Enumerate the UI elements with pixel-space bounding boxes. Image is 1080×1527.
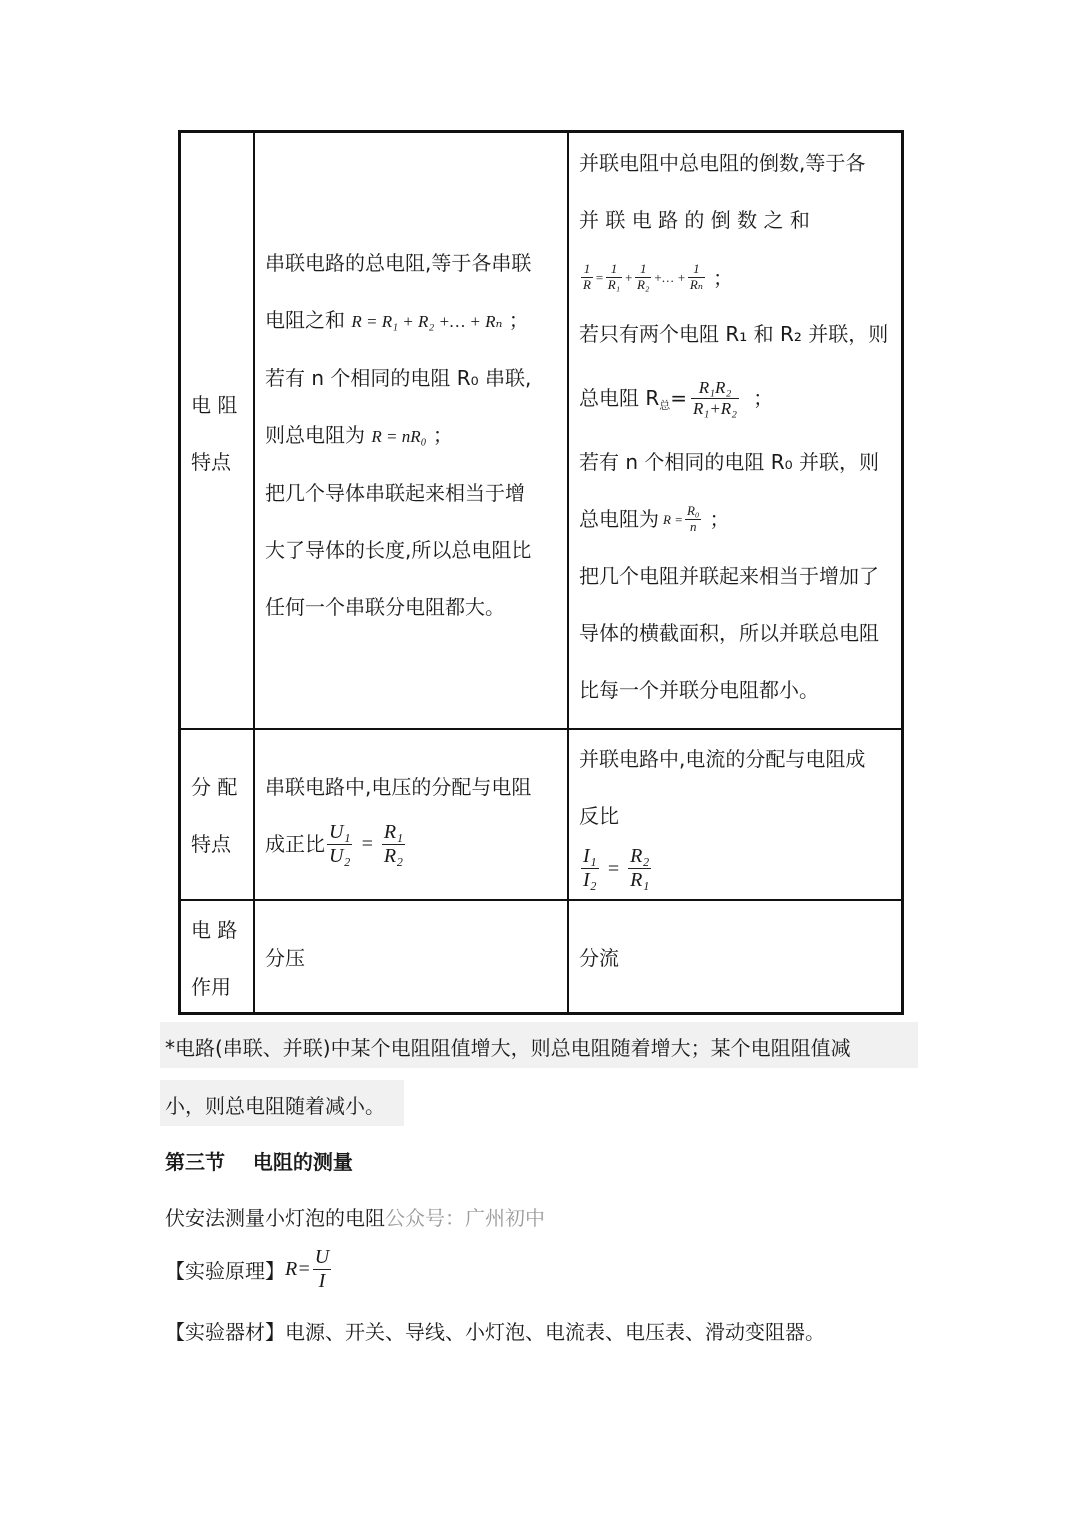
fraction: $\frac{\text{R₁}}{\text{R₂}}$ xyxy=(383,821,404,867)
text-segment: ； xyxy=(753,386,774,410)
text-segment: ； xyxy=(713,265,734,290)
fraction: $\frac{\text{R₂}}{\text{R₁}}$ xyxy=(630,845,650,891)
fraction: $\frac{\text{R₀}}{n}$ xyxy=(686,503,700,534)
text-line: 并 联 电 路 的 倒 数 之 和 xyxy=(579,208,810,232)
math-operator: = xyxy=(606,857,621,880)
fraction: $\frac{1}{\text{R₁}}$ xyxy=(607,261,621,292)
text-segment: ； xyxy=(432,423,453,447)
section-subtitle: 伏安法测量小灯泡的电阻 xyxy=(165,1206,385,1230)
text-segment: ； xyxy=(709,507,730,531)
fraction: $\frac{\text{I₁}}{\text{I₂}}$ xyxy=(583,845,597,891)
comparison-table xyxy=(178,130,904,1015)
text-segment: 则总电阻为 xyxy=(265,423,365,447)
fraction: $\frac{U}{I}$ xyxy=(314,1246,330,1292)
text-line xyxy=(579,363,901,434)
column-divider xyxy=(253,133,255,1012)
row-label-resistance xyxy=(191,377,251,491)
row-label-line: 电 路 xyxy=(191,918,238,942)
text-segment: ； xyxy=(508,308,529,332)
text-segment: 成正比 xyxy=(265,832,325,856)
parallel-function-cell: 分流 xyxy=(579,946,619,970)
math-text: R = xyxy=(663,512,683,527)
series-resistance-cell xyxy=(265,235,565,636)
equipment-text: 电源、开关、导线、小灯泡、电流表、电压表、滑动变阻器。 xyxy=(285,1320,825,1344)
text-line: 串联电路中,电压的分配与电阻 xyxy=(265,775,532,799)
math-text: R= xyxy=(285,1258,311,1280)
note-line: *电路(串联、并联)中某个电阻阻值增大，则总电阻随着增大；某个电阻阻值减 xyxy=(165,1036,851,1060)
text-line: 导体的横截面积，所以并联总电阻 xyxy=(579,621,879,645)
text-line: 若只有两个电阻 R₁ 和 R₂ 并联，则 xyxy=(579,322,889,346)
fraction: $\frac{\text{U₁}}{\text{U₂}}$ xyxy=(329,821,351,867)
text-line: 比每一个并联分电阻都小。 xyxy=(579,678,819,702)
math-operator: = xyxy=(594,270,604,285)
row-divider xyxy=(181,728,901,730)
equipment-label: 【实验器材】 xyxy=(165,1320,285,1344)
text-line xyxy=(579,491,901,548)
math-operator: = xyxy=(360,833,374,855)
fraction: $\frac{1}{R}$ xyxy=(583,261,591,292)
watermark: 公众号：广州初中 xyxy=(385,1206,545,1230)
text-line: 串联电路的总电阻,等于各串联 xyxy=(265,251,532,275)
row-divider xyxy=(181,899,901,901)
series-function-cell: 分压 xyxy=(265,946,305,970)
text-line: 反比 xyxy=(579,804,619,828)
text-line xyxy=(265,292,565,350)
column-divider xyxy=(567,133,569,1012)
parallel-resistance-cell xyxy=(579,135,901,719)
reciprocal-sum-formula xyxy=(579,249,901,306)
text-segment: 总电阻 R xyxy=(579,386,660,410)
row-label-line: 分 配 xyxy=(191,775,238,799)
subscript: 总 xyxy=(659,399,671,412)
text-line xyxy=(265,407,565,465)
series-equal-formula: R = nR₀ xyxy=(371,427,427,446)
math-operator: = xyxy=(670,386,688,410)
parallel-distribution-cell xyxy=(579,731,901,892)
equipment-line xyxy=(165,1316,825,1345)
text-line xyxy=(265,816,565,873)
text-segment: 电阻之和 xyxy=(265,308,345,332)
text-line: 任何一个串联分电阻都大。 xyxy=(265,595,505,619)
text-line: 并联电阻中总电阻的倒数,等于各 xyxy=(579,151,866,175)
fraction: $\frac{1}{\text{Rₙ}}$ xyxy=(689,261,704,292)
row-label-distribution xyxy=(191,759,251,873)
text-segment: 总电阻为 xyxy=(579,507,659,531)
text-line: 大了导体的长度,所以总电阻比 xyxy=(265,538,532,562)
row-label-line: 特点 xyxy=(191,832,231,856)
row-label-function xyxy=(191,902,251,1016)
row-label-line: 作用 xyxy=(191,975,231,999)
section-subtitle-line xyxy=(165,1202,545,1231)
series-distribution-cell xyxy=(265,759,565,873)
math-operator: + xyxy=(624,270,633,285)
series-sum-formula: R = R₁ + R₂ +… + Rₙ xyxy=(351,312,503,331)
principle-label: 【实验原理】 xyxy=(165,1259,285,1283)
row-label-line: 特点 xyxy=(191,450,231,474)
text-line: 若有 n 个相同的电阻 R₀ 并联，则 xyxy=(579,450,880,474)
note-line: 小，则总电阻随着减小。 xyxy=(165,1094,385,1118)
text-line: 把几个电阻并联起来相当于增加了 xyxy=(579,564,879,588)
fraction: $\frac{1}{\text{R₂}}$ xyxy=(636,261,650,292)
fraction: $\frac{\text{R₁R₂}}{\text{R₁+R₂}}$ xyxy=(693,378,738,418)
row-label-line: 电 阻 xyxy=(191,393,238,417)
math-operator: +… + xyxy=(653,270,686,285)
principle-line xyxy=(165,1246,333,1293)
text-line: 把几个导体串联起来相当于增 xyxy=(265,481,525,505)
text-line: 并联电路中,电流的分配与电阻成 xyxy=(579,747,866,771)
text-line: 若有 n 个相同的电阻 R₀ 串联, xyxy=(265,366,532,390)
current-ratio-formula xyxy=(579,845,901,892)
section-title: 第三节 电阻的测量 xyxy=(165,1150,353,1174)
